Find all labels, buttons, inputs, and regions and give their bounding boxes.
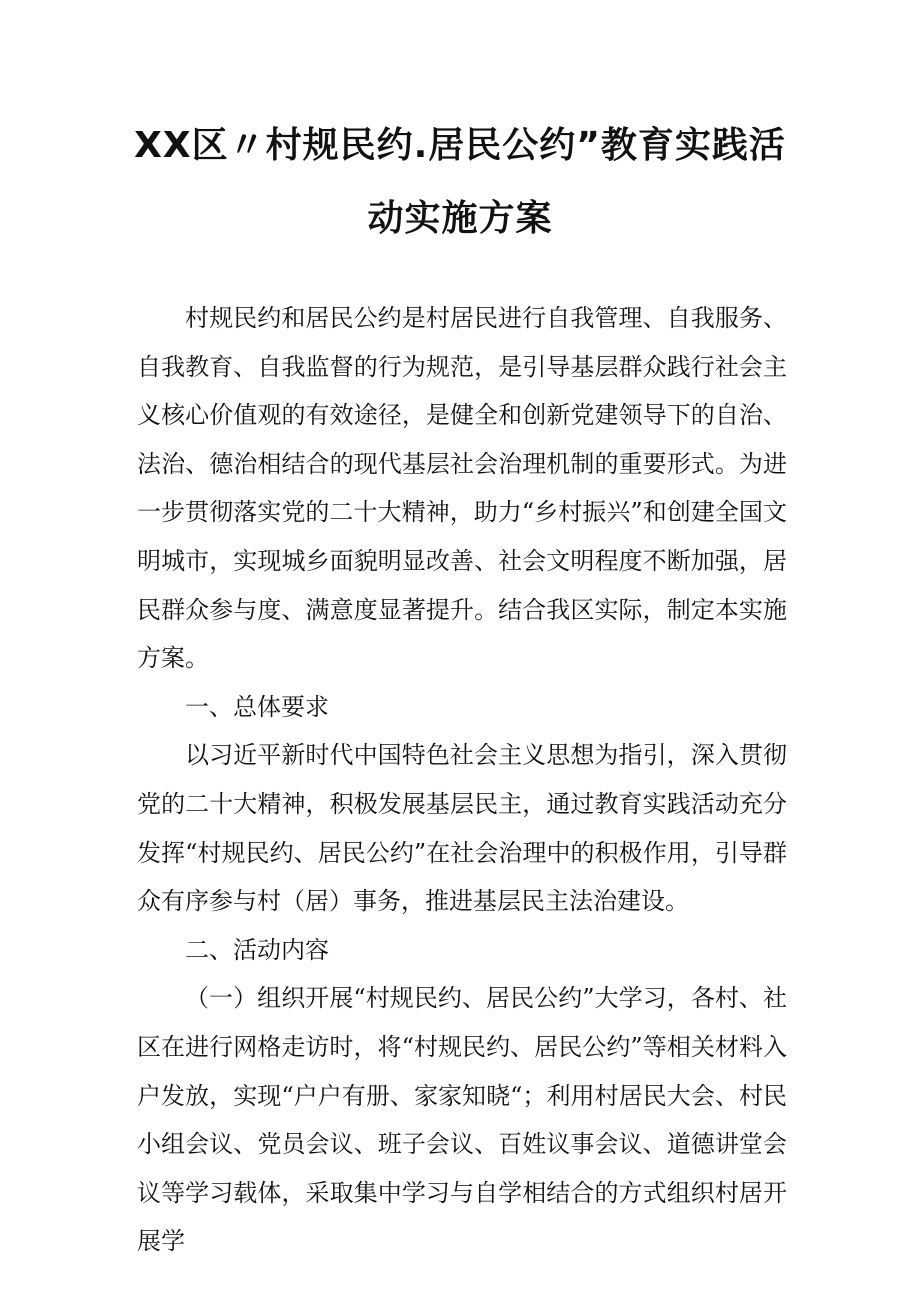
section-heading-activity-content: 二、活动内容 [185,935,329,964]
section-paragraph-overall-requirements: 以习近平新时代中国特色社会主义思想为指引，深入贯彻党的二十大精神，积极发展基层民主，通过教育实践活动充分发挥“村规民约、居民公约”在社会治理中的积极作用，引导群众有序参与村（居）事务，推进基层民主法治建设。 [137,741,787,916]
section-paragraph-activity-item-1: （一）组织开展“村规民约、居民公约”大学习，各村、社区在进行网格走访时，将“村规民约、居民公约”等相关材料入户发放，实现“户户有册、家家知晓“；利用村居民大会、村民小组会议、党员会议、班子会议、百姓议事会议、道德讲堂会议等学习载体，采取集中学习与自学相结合的方式组织村居开展学 [137,984,787,1256]
document-title-line-1: XX区〃村规民约.居民公约”教育实践活 [134,125,786,166]
intro-paragraph: 村规民约和居民公约是村居民进行自我管理、自我服务、自我教育、自我监督的行为规范，是引导基层群众践行社会主义核心价值观的有效途径，是健全和创新党建领导下的自治、法治、德治相结合的现代基层社会治理机制的重要形式。为进一步贯彻落实党的二十大精神，助力“乡村振兴”和创建全国文明城市，实现城乡面貌明显改善、社会文明程度不断加强，居民群众参与度、满意度显著提升。结合我区实际，制定本实施方案。 [137,304,787,673]
document-title-line-2: 动实施方案 [367,198,553,239]
document-body [137,294,787,1266]
section-heading-overall-requirements: 一、总体要求 [185,692,329,721]
